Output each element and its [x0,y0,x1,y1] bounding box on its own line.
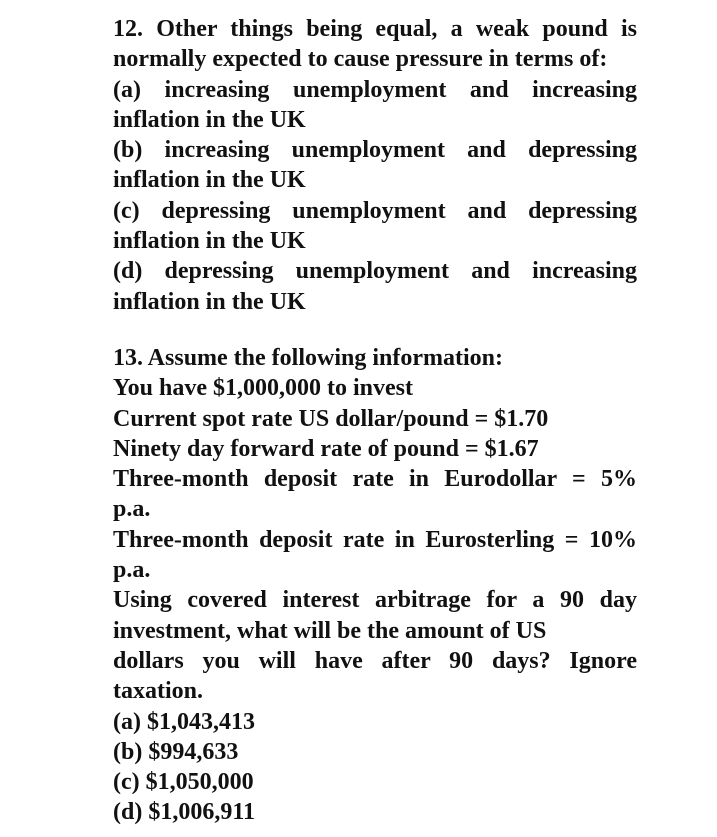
q12-option-d-cont: inflation in the UK [113,288,306,315]
document-page [113,14,637,828]
question-separator [113,317,637,343]
q13-info-eurosterling-pa: p.a. [113,557,151,584]
q13-info-eurosterling-rate: Three-month deposit rate in Eurosterling = 10% [113,526,637,553]
q13-info-eurodollar-pa: p.a. [113,496,151,523]
q13-option-a: (a) $1,043,413 [113,708,255,735]
q13-question-line-1: Using covered interest arbitrage for a 90 day [113,587,637,614]
q13-option-d: (d) $1,006,911 [113,799,256,826]
q13-option-b: (b) $994,633 [113,738,239,765]
q12-stem-line-1: 12. Other things being equal, a weak pound is [113,16,637,42]
q13-info-spot-rate: Current spot rate US dollar/pound = $1.70 [113,405,549,432]
q13-info-forward-rate: Ninety day forward rate of pound = $1.67 [113,435,539,462]
q12-option-a: (a) increasing unemployment and increasing [113,76,637,103]
q13-option-c: (c) $1,050,000 [113,769,254,796]
q13-stem-line-1: 13. Assume the following information: [113,344,503,371]
q13-question-line-4: taxation. [113,678,203,705]
q13-question-line-3: dollars you will have after 90 days? Ignore [113,647,637,674]
q12-option-b: (b) increasing unemployment and depressing [113,137,637,164]
question-12 [113,14,637,317]
q13-question-line-2: investment, what will be the amount of US [113,617,547,644]
question-13 [113,343,637,828]
q12-stem-line-2: normally expected to cause pressure in terms of: [113,46,608,73]
q12-option-b-cont: inflation in the UK [113,167,306,194]
q12-option-c: (c) depressing unemployment and depressing [113,197,637,224]
q12-option-d: (d) depressing unemployment and increasing [113,258,637,285]
q12-option-a-cont: inflation in the UK [113,106,306,133]
q13-info-invest: You have $1,000,000 to invest [113,375,414,402]
q13-info-eurodollar-rate: Three-month deposit rate in Eurodollar = 5% [113,466,637,493]
q12-option-c-cont: inflation in the UK [113,228,306,255]
